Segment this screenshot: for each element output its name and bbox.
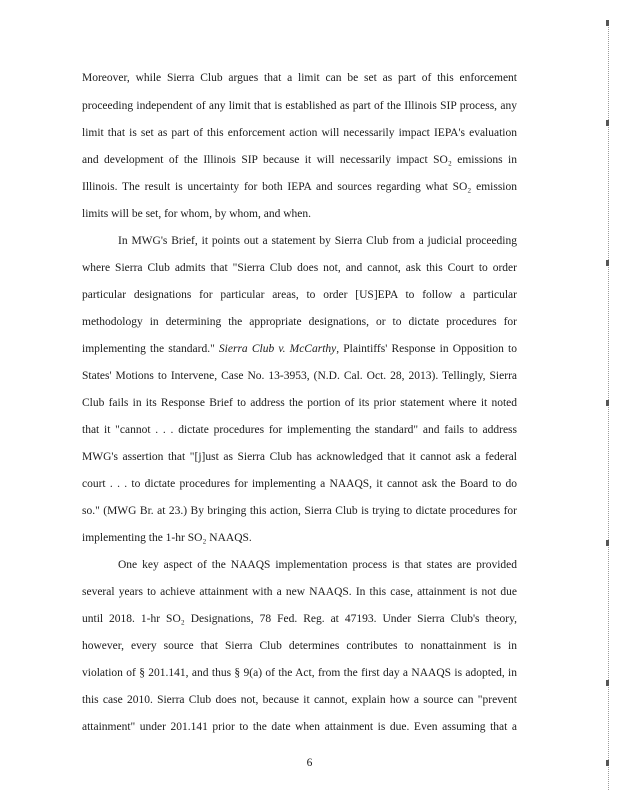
text-line: methodology in determining the appropriate designations, or to dictate procedures for (82, 316, 517, 328)
text-line: where Sierra Club admits that "Sierra Club does not, and cannot, ask this Court to order (82, 262, 517, 274)
text-line: implementing the standard." Sierra Club v. McCarthy, Plaintiffs' Response in Opposition to (82, 343, 517, 355)
text-line: court . . . to dictate procedures for implementing a NAAQS, it cannot ask the Board to do (82, 478, 517, 490)
text-line: proceeding independent of any limit that is established as part of the Illinois SIP process, any (82, 100, 517, 112)
scan-edge-mark (606, 400, 609, 406)
page-number: 6 (306, 757, 313, 769)
scan-edge-mark (606, 260, 609, 266)
text-line: attainment" under 201.141 prior to the date when attainment is due. Even assuming that a (82, 721, 517, 733)
text-line: limit that is set as part of this enforcement action will necessarily impact IEPA's evaluation (82, 127, 517, 139)
text-line: this case 2010. Sierra Club does not, because it cannot, explain how a source can "prevent (82, 694, 517, 706)
text-line: Illinois. The result is uncertainty for both IEPA and sources regarding what SO₂ emission (82, 181, 517, 193)
text-line: until 2018. 1-hr SO₂ Designations, 78 Fed. Reg. at 47193. Under Sierra Club's theory, (82, 613, 517, 625)
case-citation: Sierra Club v. McCarthy (218, 343, 337, 355)
text-line: so." (MWG Br. at 23.) By bringing this action, Sierra Club is trying to dictate procedures for (82, 505, 517, 517)
text-line: Moreover, while Sierra Club argues that a limit can be set as part of this enforcement (82, 72, 517, 84)
text-line: however, every source that Sierra Club determines contributes to nonattainment is in (82, 640, 517, 652)
text-line: several years to achieve attainment with a new NAAQS. In this case, attainment is not due (82, 586, 517, 598)
scan-edge-mark (606, 760, 609, 766)
text-line: that it "cannot . . . dictate procedures for implementing the standard" and fails to address (82, 424, 517, 436)
text-line: States' Motions to Intervene, Case No. 13-3953, (N.D. Cal. Oct. 28, 2013). Tellingly, Sierra (82, 370, 517, 382)
text-line: Club fails in its Response Brief to address the portion of its prior statement where it noted (82, 397, 517, 409)
text-line: violation of § 201.141, and thus § 9(a) of the Act, from the first day a NAAQS is adopted, in (82, 667, 517, 679)
text-line: implementing the 1-hr SO₂ NAAQS. (82, 532, 252, 544)
scan-edge-mark (606, 540, 609, 546)
scan-edge-mark (606, 20, 609, 26)
scan-edge-mark (606, 120, 609, 126)
text-line: and development of the Illinois SIP because it will necessarily impact SO₂ emissions in (82, 154, 517, 166)
scan-edge-mark (606, 680, 609, 686)
text-line: MWG's assertion that "[j]ust as Sierra Club has acknowledged that it cannot ask a federal (82, 451, 517, 463)
text-line: One key aspect of the NAAQS implementation process is that states are provided (118, 559, 517, 571)
text-line: particular designations for particular areas, to order [US]EPA to follow a particular (82, 289, 517, 301)
text-line: In MWG's Brief, it points out a statement by Sierra Club from a judicial proceeding (118, 235, 517, 247)
text-line: limits will be set, for whom, by whom, and when. (82, 208, 312, 220)
